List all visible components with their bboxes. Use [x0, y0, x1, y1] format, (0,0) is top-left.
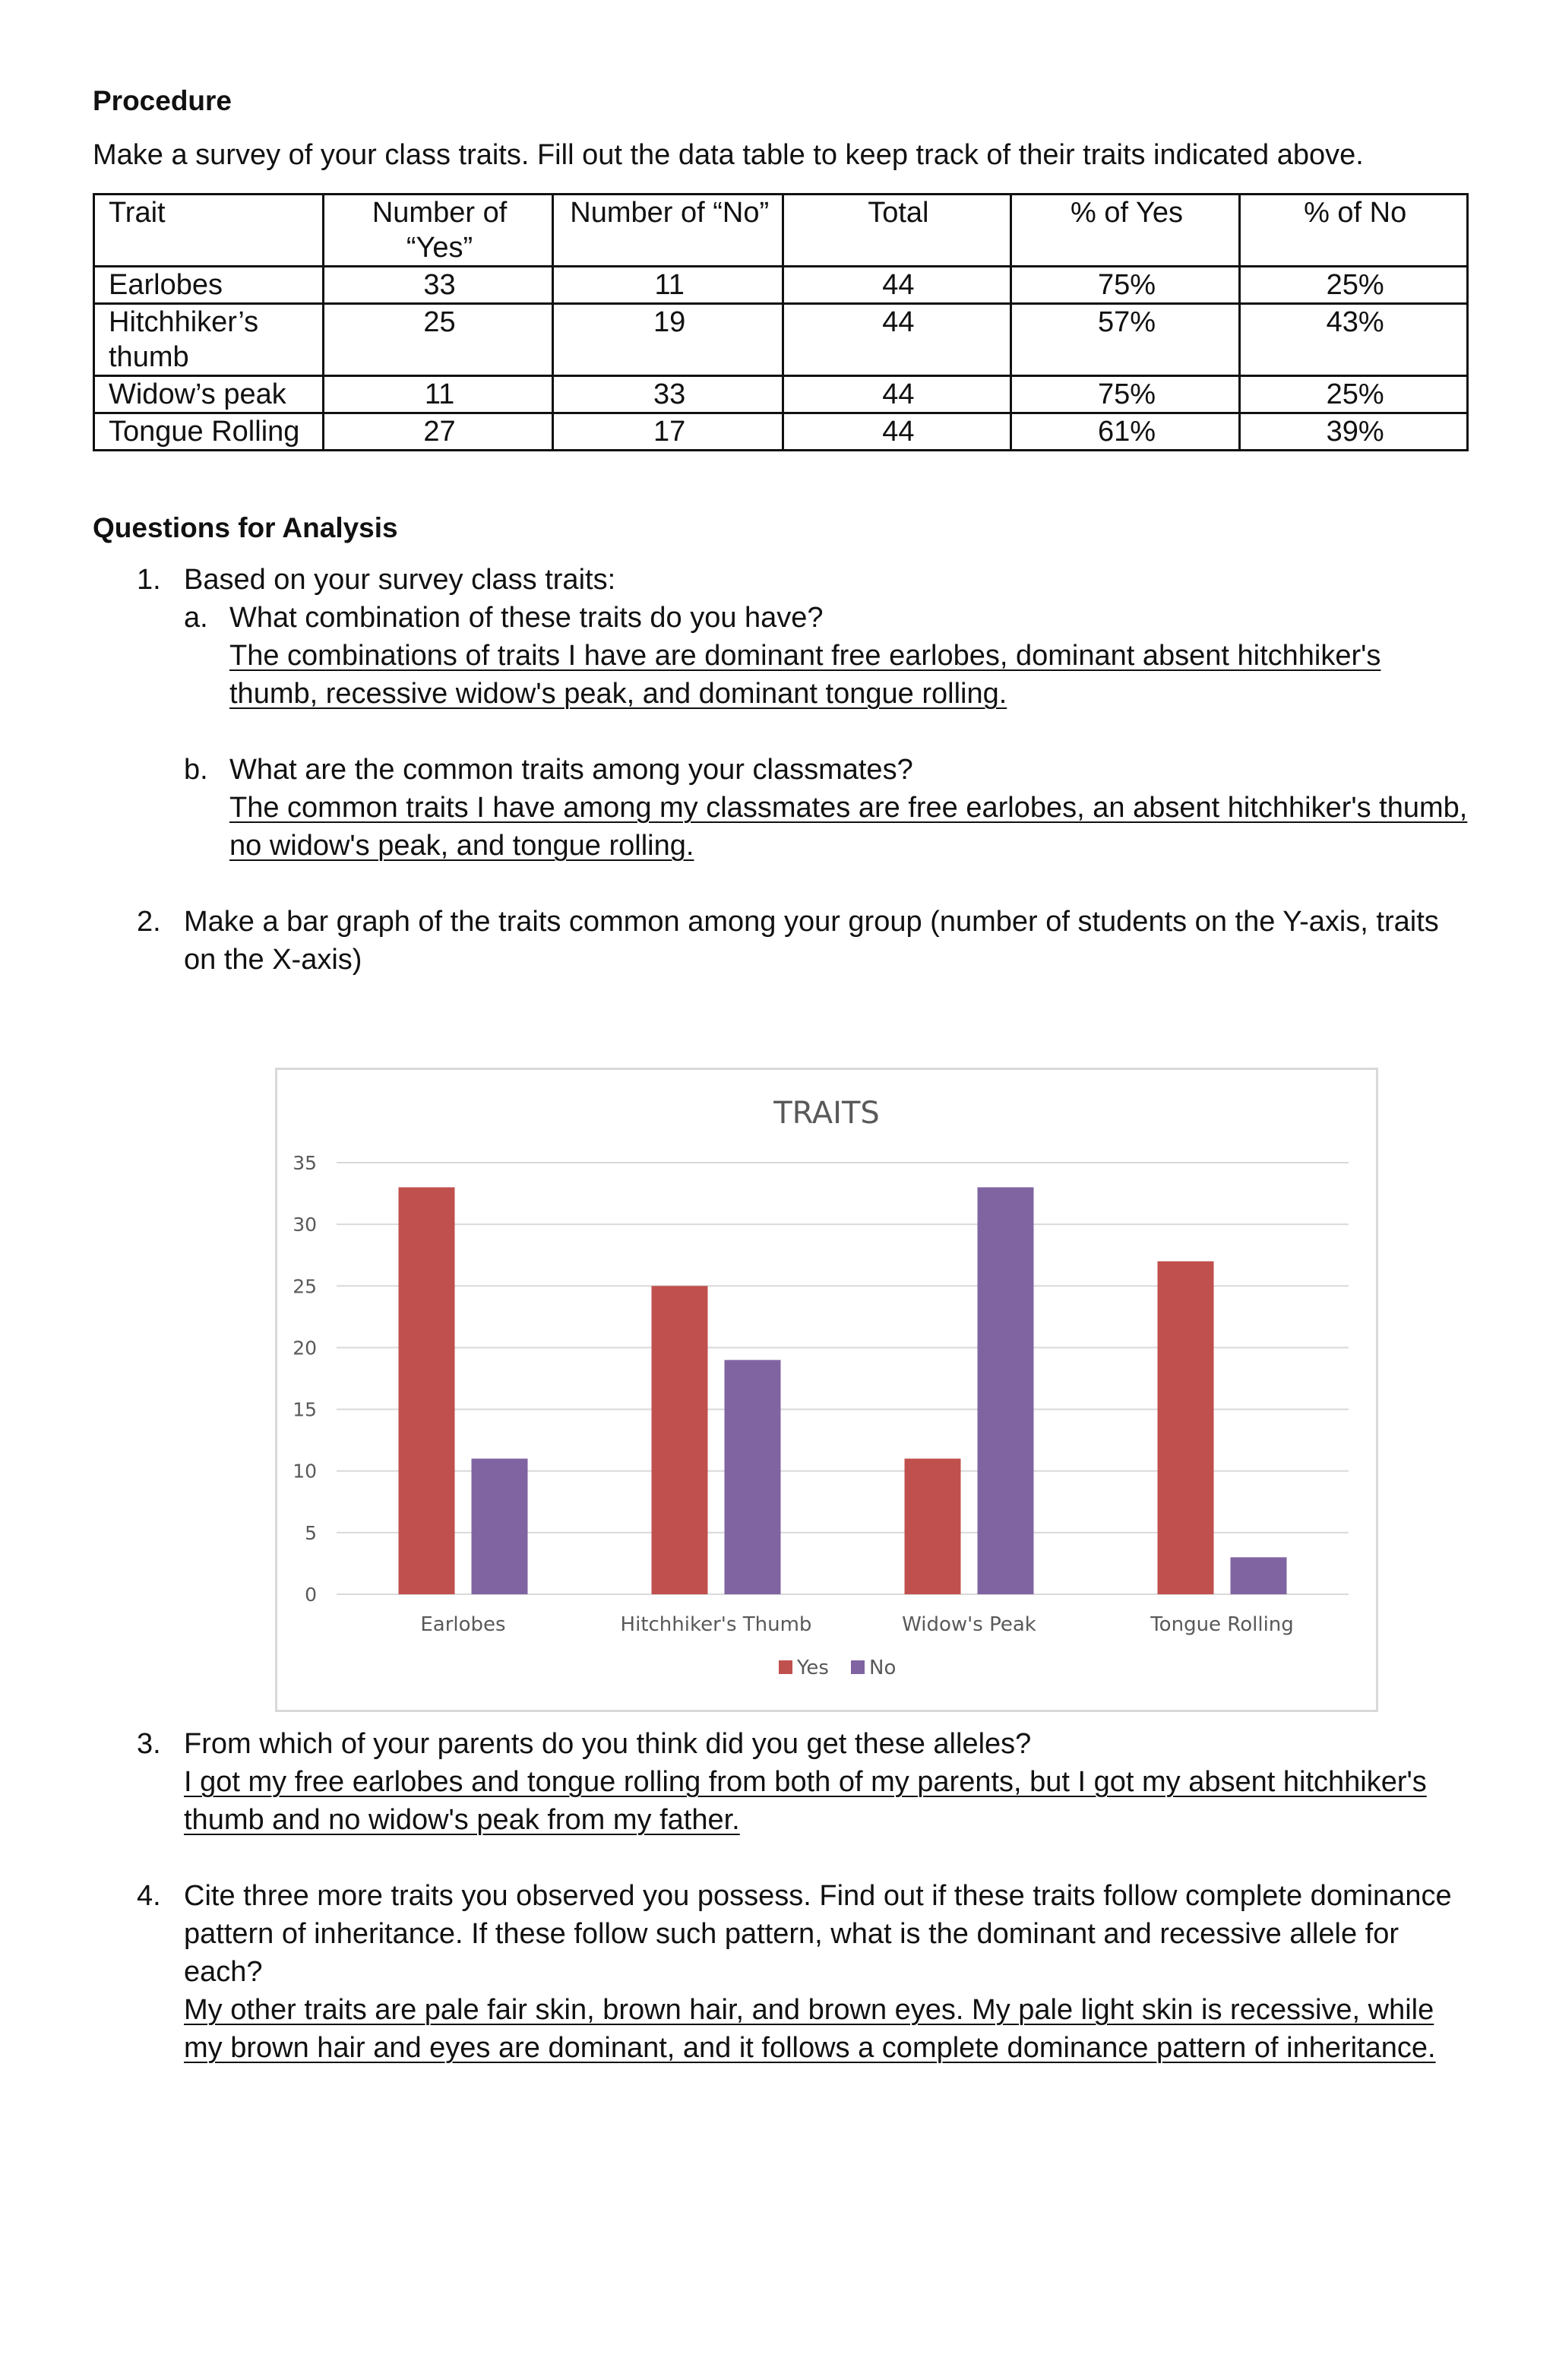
header-yes-count: Number of “Yes”	[323, 195, 553, 267]
cell-percent-no: 43%	[1240, 304, 1468, 376]
header-total: Total	[783, 195, 1011, 267]
cell-percent-no: 39%	[1240, 413, 1468, 451]
cell-no: 11	[553, 267, 783, 304]
answer-text: The combinations of traits I have are dominant free earlobes, dominant absent hitchhiker's thumb, recessive widow's peak, and dominant tongue rolling.	[229, 640, 1381, 710]
y-tick-label: 30	[293, 1214, 317, 1236]
header-no-count: Number of “No”	[553, 195, 783, 267]
x-tick-label: Earlobes	[420, 1613, 506, 1636]
y-tick-label: 10	[293, 1460, 317, 1483]
y-tick-label: 0	[305, 1584, 317, 1606]
y-tick-label: 15	[293, 1398, 317, 1421]
answer-text: I got my free earlobes and tongue rolling from both of my parents, but I got my absent hitchhiker's thumb and no widow's peak from my father.	[184, 1766, 1427, 1836]
question-text: Based on your survey class traits:	[184, 564, 616, 596]
bar-yes	[905, 1458, 961, 1594]
table-row	[94, 304, 1468, 376]
legend-swatch	[851, 1660, 865, 1674]
answer-text: The common traits I have among my classmates are free earlobes, an absent hitchhiker's thumb, no widow's peak, and tongue rolling.	[229, 792, 1468, 862]
question-3	[93, 1725, 1475, 1839]
legend-label: No	[869, 1657, 897, 1679]
cell-trait: Tongue Rolling	[94, 413, 324, 451]
legend-swatch	[779, 1660, 792, 1674]
cell-percent-yes: 57%	[1010, 304, 1240, 376]
cell-total: 44	[783, 413, 1011, 451]
cell-yes: 25	[323, 304, 553, 376]
cell-total: 44	[783, 267, 1011, 304]
table-header-row	[94, 195, 1468, 267]
question-number: 1.	[137, 564, 161, 596]
cell-trait: Widow’s peak	[94, 376, 324, 413]
analysis-heading: Questions for Analysis	[93, 512, 398, 543]
y-tick-label: 35	[293, 1152, 317, 1174]
question-1	[93, 561, 1475, 865]
procedure-instruction: Make a survey of your class traits. Fill out the data table to keep track of their traits indicated above.	[93, 139, 1364, 171]
question-number: 2.	[137, 906, 161, 938]
cell-yes: 27	[323, 413, 553, 451]
cell-trait: Earlobes	[94, 267, 324, 304]
bar-yes	[652, 1286, 708, 1594]
legend-label: Yes	[797, 1657, 829, 1679]
table-row	[94, 267, 1468, 304]
traits-bar-chart	[275, 1068, 1378, 1712]
cell-yes: 11	[323, 376, 553, 413]
traits-table	[93, 193, 1469, 451]
sub-question-letter: a.	[184, 602, 208, 634]
question-number: 4.	[137, 1880, 161, 1912]
y-tick-label: 20	[293, 1337, 317, 1359]
chart-title: TRAITS	[773, 1096, 880, 1131]
table-row	[94, 413, 1468, 451]
cell-percent-no: 25%	[1240, 267, 1468, 304]
cell-percent-no: 25%	[1240, 376, 1468, 413]
question-text: From which of your parents do you think did you get these alleles?	[184, 1728, 1032, 1760]
sub-question-text: What combination of these traits do you have?	[229, 602, 824, 634]
cell-total: 44	[783, 376, 1011, 413]
cell-percent-yes: 75%	[1010, 267, 1240, 304]
question-1a	[184, 599, 1475, 713]
y-tick-label: 25	[293, 1275, 317, 1298]
question-2	[93, 903, 1475, 979]
bar-no	[472, 1458, 528, 1594]
cell-percent-yes: 75%	[1010, 376, 1240, 413]
question-text: Make a bar graph of the traits common among your group (number of students on the Y-axis, traits on the X-axis)	[184, 906, 1439, 976]
question-1b	[184, 751, 1475, 865]
bar-no	[978, 1187, 1034, 1594]
x-tick-label: Tongue Rolling	[1150, 1613, 1294, 1636]
x-tick-label: Hitchhiker's Thumb	[620, 1613, 812, 1636]
question-number: 3.	[137, 1728, 161, 1760]
question-text: Cite three more traits you observed you possess. Find out if these traits follow complete dominance pattern of inheritance. If these follow such pattern, what is the dominant and recessive allele for each?	[184, 1880, 1452, 1988]
y-tick-label: 5	[305, 1521, 317, 1544]
cell-yes: 33	[323, 267, 553, 304]
question-4	[93, 1877, 1475, 2067]
cell-total: 44	[783, 304, 1011, 376]
header-percent-no: % of No	[1240, 195, 1468, 267]
answer-text: My other traits are pale fair skin, brown hair, and brown eyes. My pale light skin is recessive, while my brown hair and eyes are dominant, and it follows a complete dominance pattern of inheritance.	[184, 1994, 1436, 2064]
bar-no	[1231, 1557, 1287, 1594]
cell-no: 33	[553, 376, 783, 413]
cell-no: 17	[553, 413, 783, 451]
x-tick-label: Widow's Peak	[902, 1613, 1036, 1636]
sub-question-letter: b.	[184, 754, 208, 786]
bar-yes	[399, 1187, 455, 1594]
header-percent-yes: % of Yes	[1010, 195, 1240, 267]
bar-no	[725, 1360, 781, 1594]
cell-no: 19	[553, 304, 783, 376]
table-row	[94, 376, 1468, 413]
cell-trait: Hitchhiker’s thumb	[94, 304, 324, 376]
header-trait: Trait	[94, 195, 324, 267]
sub-question-text: What are the common traits among your classmates?	[229, 754, 913, 786]
procedure-heading: Procedure	[93, 85, 232, 116]
bar-yes	[1158, 1261, 1214, 1594]
cell-percent-yes: 61%	[1010, 413, 1240, 451]
chart-canvas	[277, 1070, 1376, 1710]
